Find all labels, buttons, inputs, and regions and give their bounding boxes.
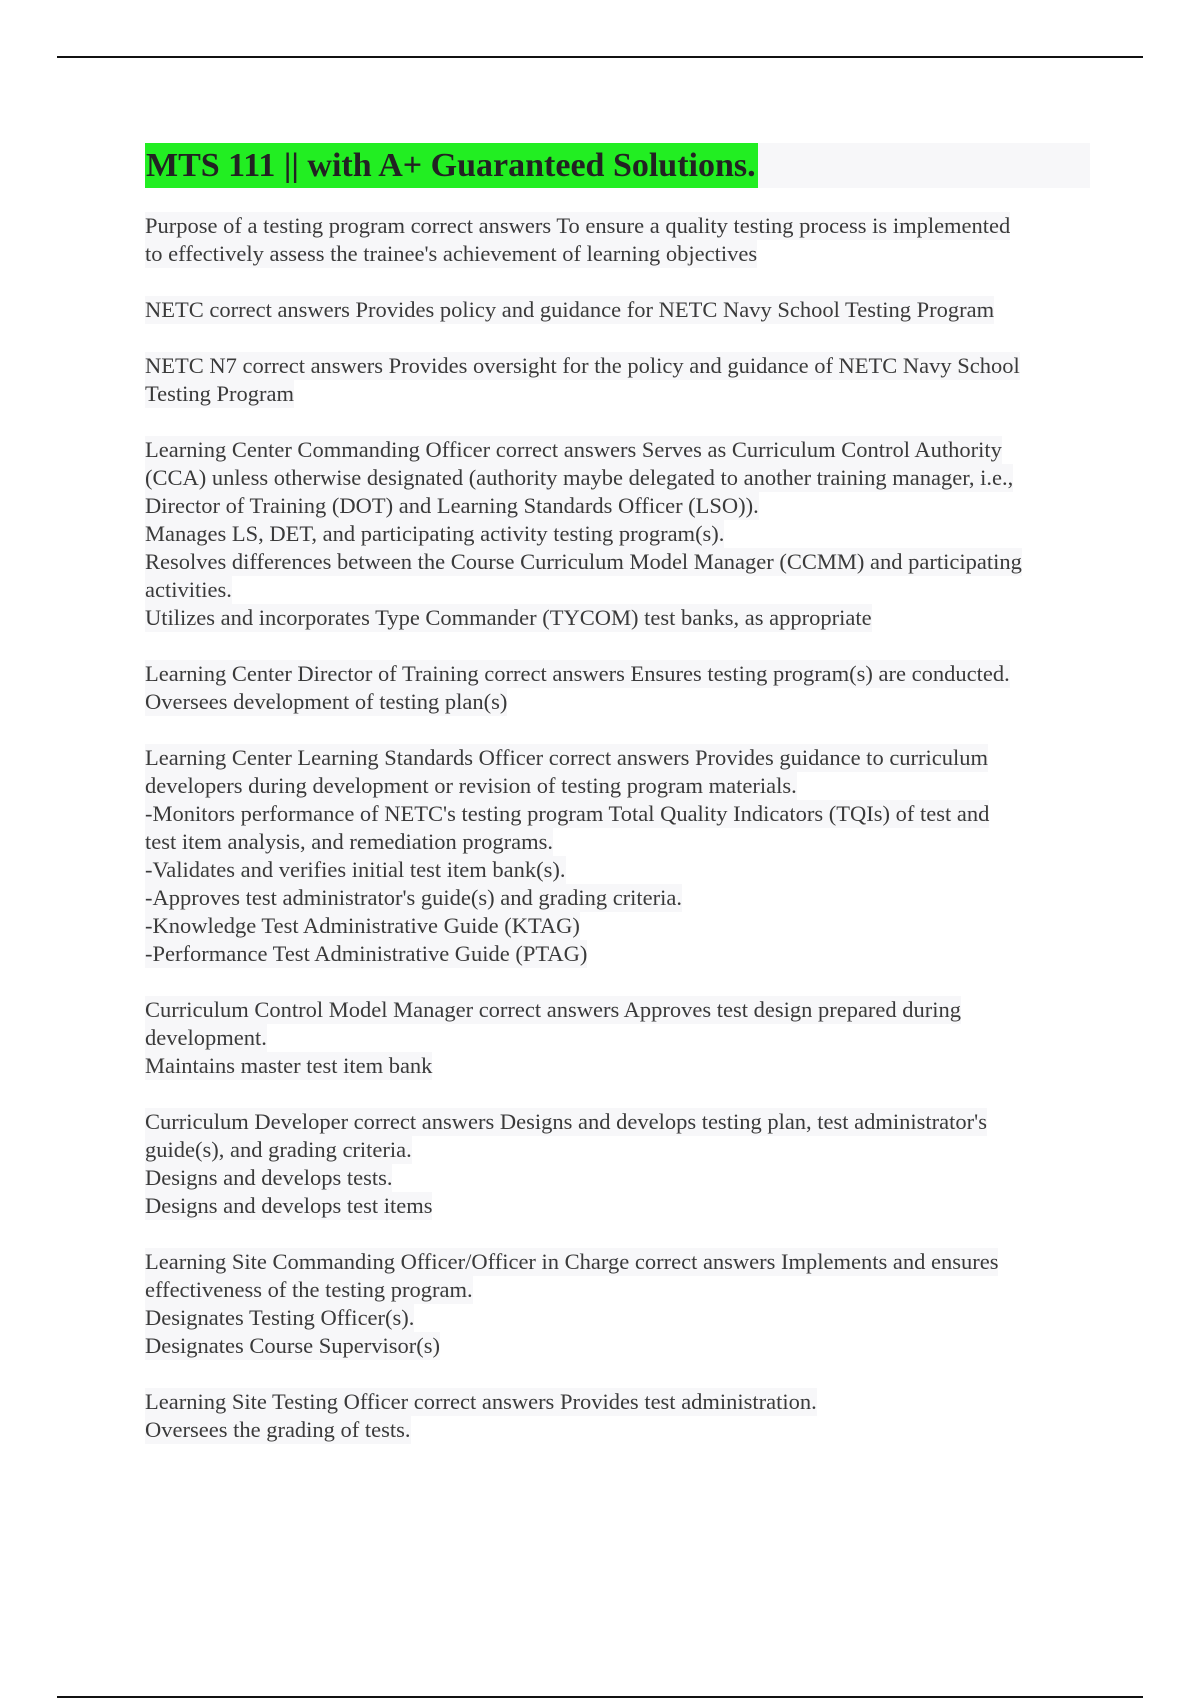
entry-text-line: -Knowledge Test Administrative Guide (KTAG)	[145, 913, 580, 938]
entry-text-line: Purpose of a testing program correct answers To ensure a quality testing process is implemented	[145, 213, 1011, 238]
entry-text-line: Testing Program	[145, 381, 295, 406]
document-title: MTS 111 || with A+ Guaranteed Solutions.	[145, 143, 758, 188]
entry-text-line: activities.	[145, 577, 232, 602]
entry-text-line: guide(s), and grading criteria.	[145, 1137, 412, 1162]
entry-text-line: -Monitors performance of NETC's testing program Total Quality Indicators (TQIs) of test and	[145, 801, 990, 826]
entry-text-line: Oversees development of testing plan(s)	[145, 689, 508, 714]
entry-text-line: Learning Site Testing Officer correct answers Provides test administration.	[145, 1389, 817, 1414]
entry-text-line: Resolves differences between the Course Curriculum Model Manager (CCMM) and participating	[145, 549, 1022, 574]
entry-text-line: Oversees the grading of tests.	[145, 1417, 411, 1442]
qa-entry	[145, 1108, 1090, 1220]
entry-text-line: Designates Testing Officer(s).	[145, 1305, 415, 1330]
entry-text-line: Maintains master test item bank	[145, 1053, 433, 1078]
entry-text-line: development.	[145, 1025, 267, 1050]
entry-text-line: Director of Training (DOT) and Learning Standards Officer (LSO)).	[145, 493, 759, 518]
qa-entry	[145, 1248, 1090, 1360]
qa-entries	[145, 212, 1090, 1444]
qa-entry	[145, 744, 1090, 968]
qa-entry	[145, 1388, 1090, 1444]
qa-entry	[145, 996, 1090, 1080]
entry-text-line: (CCA) unless otherwise designated (authority maybe delegated to another training manager, i.e.,	[145, 465, 1014, 490]
entry-text-line: Designates Course Supervisor(s)	[145, 1333, 440, 1358]
entry-text-line: Utilizes and incorporates Type Commander (TYCOM) test banks, as appropriate	[145, 605, 872, 630]
entry-text-line: developers during development or revision of testing program materials.	[145, 773, 797, 798]
entry-text-line: Learning Center Director of Training correct answers Ensures testing program(s) are conducted.	[145, 661, 1010, 686]
entry-text-line: to effectively assess the trainee's achievement of learning objectives	[145, 241, 758, 266]
document-body	[145, 143, 1090, 1444]
entry-text-line: Learning Site Commanding Officer/Officer in Charge correct answers Implements and ensures	[145, 1249, 999, 1274]
entry-text-line: Manages LS, DET, and participating activity testing program(s).	[145, 521, 725, 546]
entry-text-line: -Performance Test Administrative Guide (PTAG)	[145, 941, 588, 966]
qa-entry	[145, 212, 1090, 268]
entry-text-line: Learning Center Learning Standards Officer correct answers Provides guidance to curriculum	[145, 745, 989, 770]
top-rule	[57, 56, 1143, 58]
entry-text-line: Curriculum Developer correct answers Designs and develops testing plan, test administrator's	[145, 1109, 987, 1134]
entry-text-line: effectiveness of the testing program.	[145, 1277, 473, 1302]
qa-entry	[145, 296, 1090, 324]
qa-entry	[145, 436, 1090, 632]
entry-text-line: Learning Center Commanding Officer correct answers Serves as Curriculum Control Authority	[145, 437, 1002, 462]
entry-text-line: NETC correct answers Provides policy and guidance for NETC Navy School Testing Program	[145, 297, 995, 322]
title-band	[145, 143, 1090, 188]
entry-text-line: test item analysis, and remediation programs.	[145, 829, 554, 854]
entry-text-line: Designs and develops tests.	[145, 1165, 393, 1190]
entry-text-line: Curriculum Control Model Manager correct answers Approves test design prepared during	[145, 997, 962, 1022]
bottom-rule	[57, 1696, 1143, 1698]
entry-text-line: Designs and develops test items	[145, 1193, 433, 1218]
qa-entry	[145, 660, 1090, 716]
entry-text-line: -Approves test administrator's guide(s) and grading criteria.	[145, 885, 683, 910]
entry-text-line: -Validates and verifies initial test item bank(s).	[145, 857, 566, 882]
qa-entry	[145, 352, 1090, 408]
entry-text-line: NETC N7 correct answers Provides oversight for the policy and guidance of NETC Navy School	[145, 353, 1020, 378]
